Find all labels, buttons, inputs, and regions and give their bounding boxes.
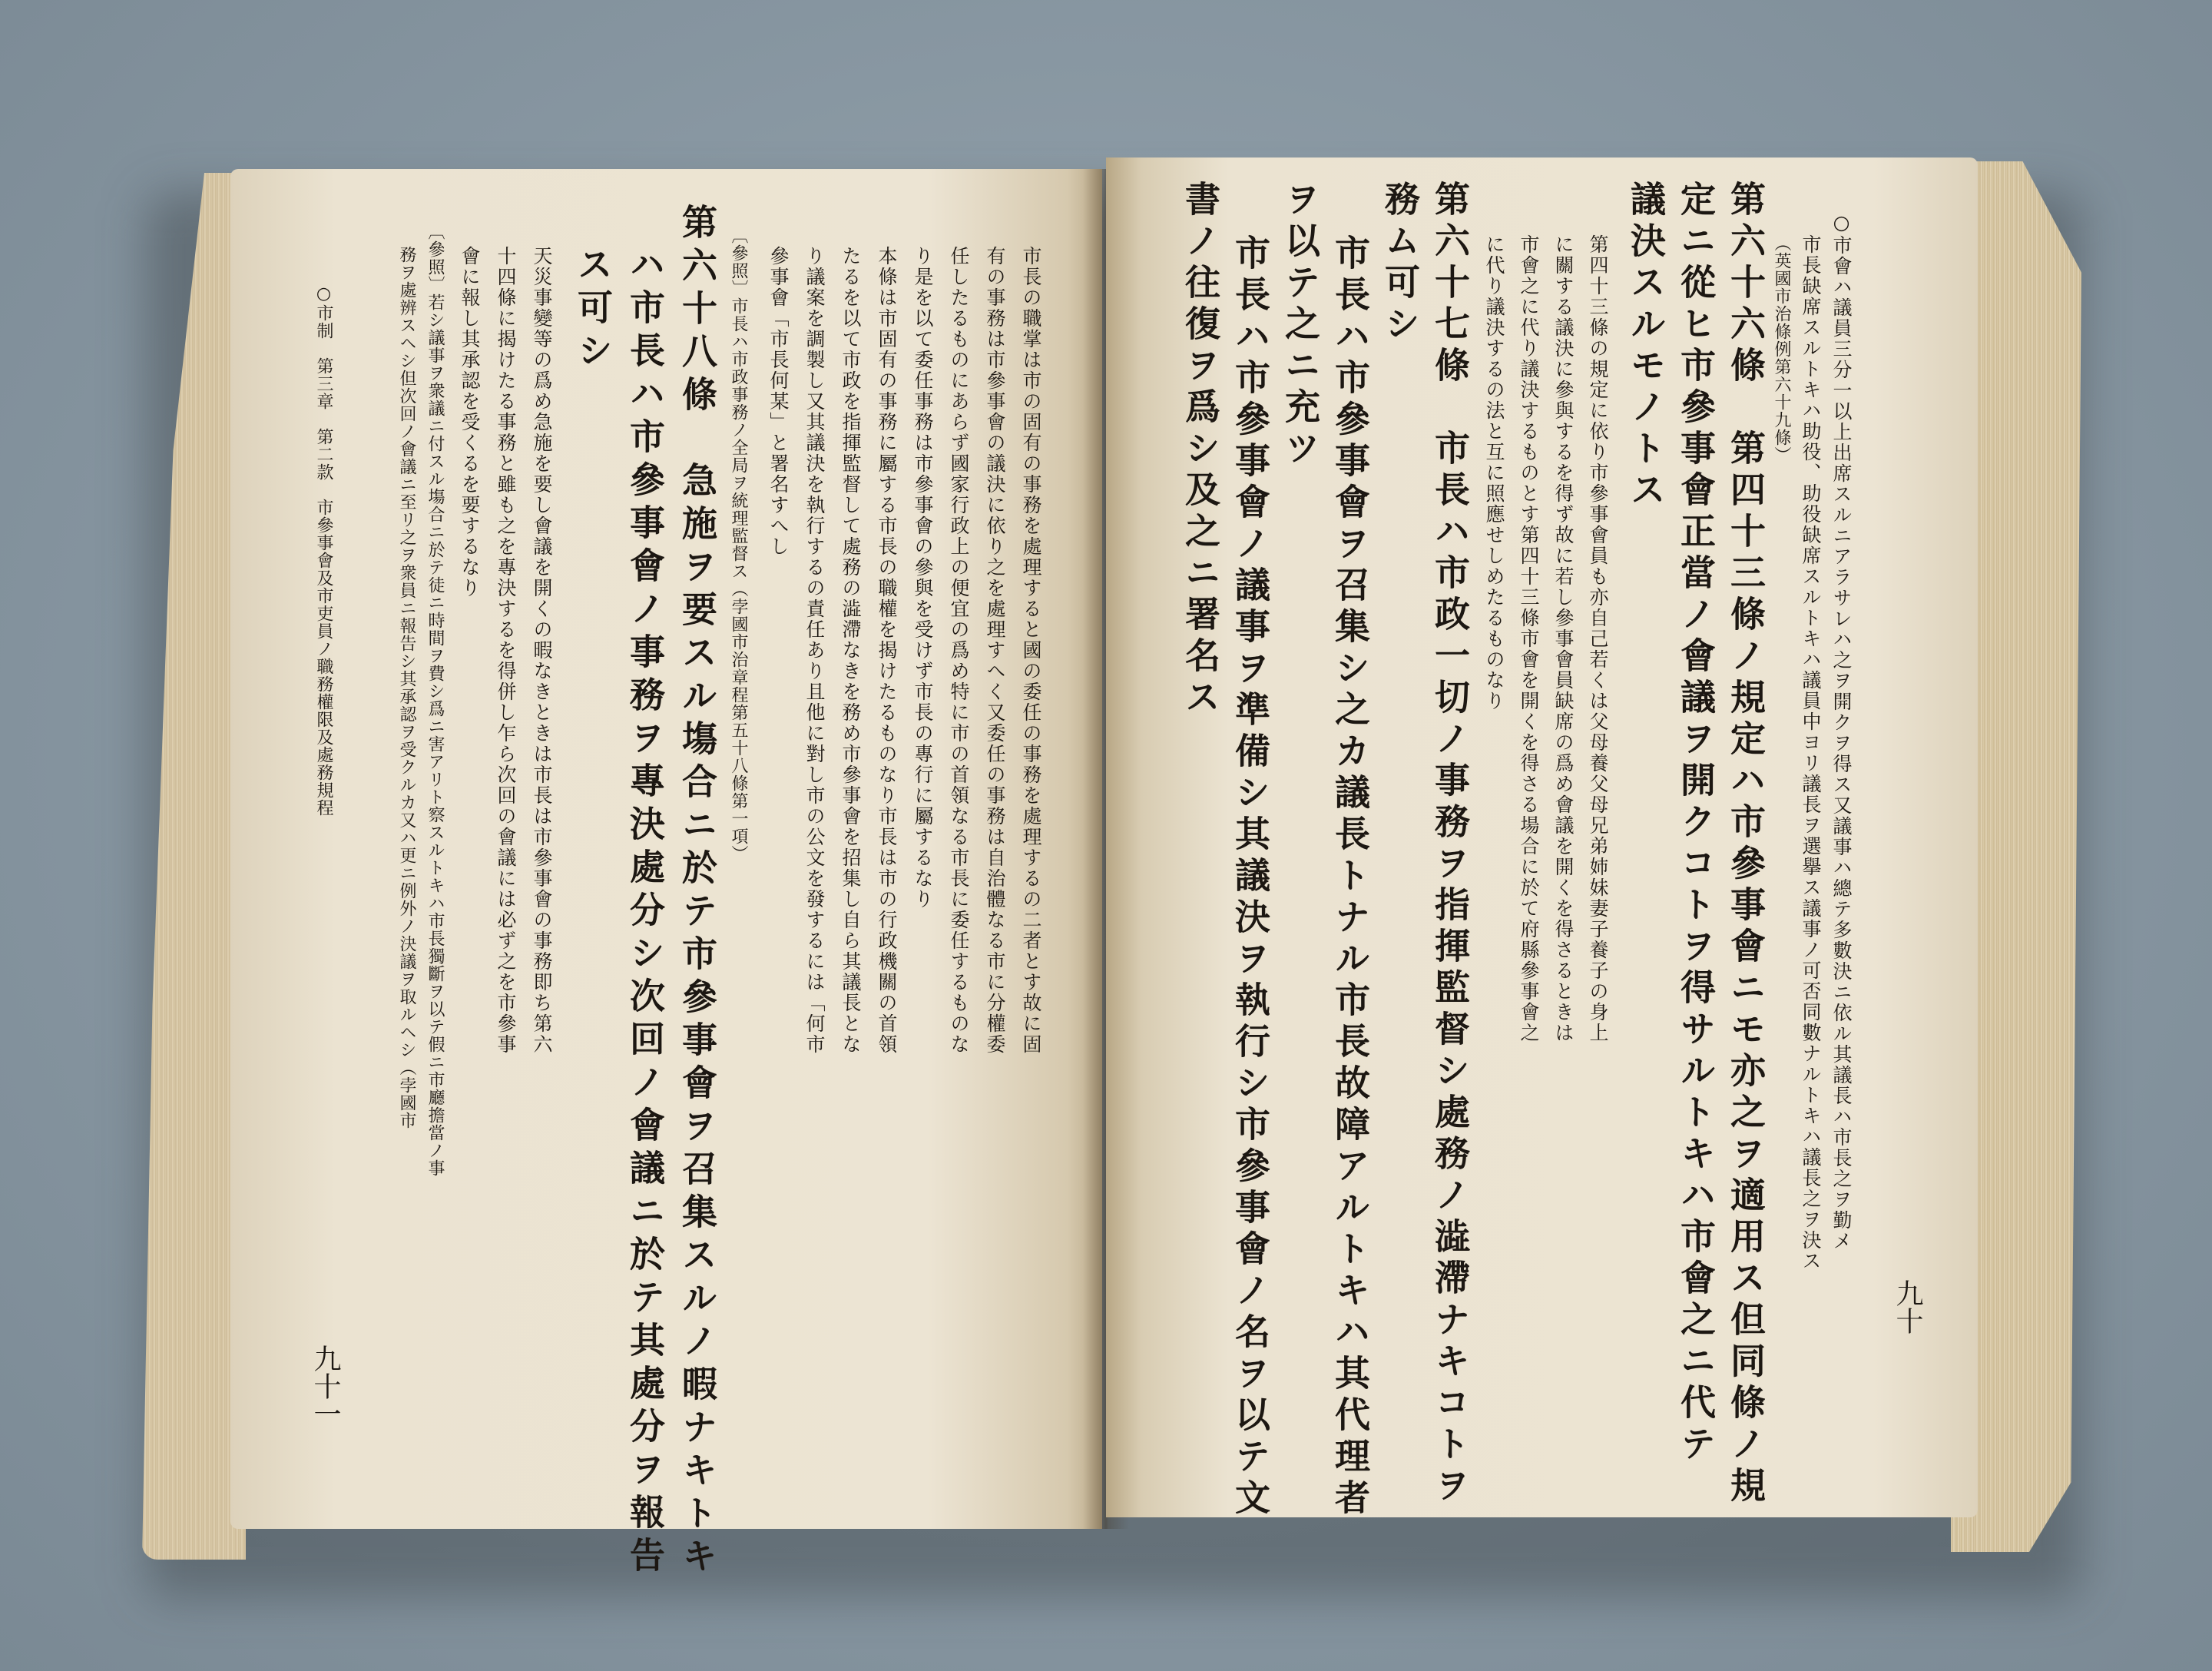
right-text-line: 市會之に代り議決するものとす第四十三條市會を開くを得さる場合に於て府縣參事會之 <box>1518 234 1540 1043</box>
running-footer: ○市制 第三章 第二款 市參事會及市吏員ノ職務權限及處務規程 <box>314 284 333 817</box>
left-text-line: 參事會「市長何某」と署名すへし <box>767 246 790 557</box>
left-text-line: たるを以て市政を指揮監督して處務の澁滯なきを務め市參事會を招集し自ら其議長とな <box>839 246 862 1055</box>
left-text-line: り議案を調製し又其議決を執行するの責任あり且他に對し市の公文を發するには「何市 <box>803 246 826 1055</box>
left-text-line: 本條は市固有の事務に屬する市長の職權を揭けたるものなり市長は市の行政機關の首領 <box>876 246 898 1055</box>
page-number-right: 九十 <box>1892 1279 1923 1334</box>
left-text-line: 會に報し其承認を受くるを要するなり <box>459 246 481 598</box>
article-67-line: 市長ハ市參事會ヲ召集シ之カ議長トナル市長故障アルトキハ其代理者 <box>1330 234 1371 1520</box>
left-text-line: 市長の職掌は市の固有の事務を處理すると國の委任の事務を處理するの二者とす故に固 <box>1020 246 1042 1055</box>
page-number-left: 九十一 <box>310 1344 341 1427</box>
left-text-line: 天災事變等の爲め急施を要し會議を開くの暇なきときは市長は市參事會の事務即ち第六 <box>531 246 553 1055</box>
article-67-heading: 第六十七條 市長ハ市政一切ノ事務ヲ指揮監督シ處務ノ澁滯ナキコトヲ <box>1429 181 1471 1508</box>
article-67-line: 務ム可シ <box>1379 181 1421 346</box>
right-text-line: に代り議決するの法と互に照應せしめたるものなり <box>1483 234 1505 711</box>
left-reference-note: 務ヲ處辨スヘシ但次回ノ會議ニ至リ之ヲ衆員ニ報告シ其承認ヲ受クルカ又ハ更ニ例外ノ決議ヲ取ルヘシ（孛國市 <box>397 246 416 1129</box>
right-text-line: 市長缺席スルトキハ助役、助役缺席スルトキハ議員中ヨリ議長ヲ選擧ス議事ノ可否同數ナルトキハ議長之ヲ決ス <box>1800 234 1822 1271</box>
article-67-line: 書ノ往復ヲ爲シ及之ニ署名ス <box>1180 181 1221 720</box>
article-68-line: ス可シ <box>572 246 614 375</box>
left-text-line: り是を以て委任事務は市參事會の參與を受けず市長の專行に屬するなり <box>912 246 934 910</box>
right-page <box>1106 157 1978 1520</box>
article-66-line: 定ニ從ヒ市參事會正當ノ會議ヲ開クコトヲ得サルトキハ市會之ニ代テ <box>1675 181 1717 1467</box>
left-text-line: 有の事務は市參事會の議決に依り之を處理すへく又委任の事務は自治體なる市に分權委 <box>984 246 1006 1055</box>
left-page <box>230 169 1102 1580</box>
article-67-line: 市長ハ市參事會ノ議事ヲ準備シ其議決ヲ執行シ市參事會ノ名ヲ以テ文 <box>1230 234 1271 1520</box>
article-68-heading: 第六十八條 急施ヲ要スル塲合ニ於テ市參事會ヲ召集スルノ暇ナキトキ <box>677 204 718 1580</box>
left-text-line: 十四條に揭けたる事務と雖も之を專決するを得併し乍ら次回の會議には必ず之を市參事 <box>495 246 517 1055</box>
article-67-line: ヲ以テ之ニ充ツ <box>1280 181 1321 471</box>
right-reference-note: （英國市治條例第六十九條） <box>1772 234 1791 464</box>
right-text-line: に關する議決に參與するを得ず故に若し參事會員缺席の爲め會議を開くを得さるときは <box>1552 234 1575 1043</box>
right-text-line: 第四十三條の規定に依り市參事會員も亦自己若くは父母養父母兄弟姉妹妻子養子の身上 <box>1587 234 1609 1043</box>
left-reference-note: 〔參照〕市長ハ市政事務ノ全局ヲ統理監督ス（孛國市治章程第五十八條第一項） <box>729 227 748 863</box>
right-text-line: ○市會ハ議員三分一以上出席スルニアラサレハ之ヲ開クヲ得ス又議事ハ總テ多數決ニ依ル其議長ハ市長之ヲ勤メ <box>1830 211 1853 1252</box>
article-66-line: 議決スルモノトス <box>1625 181 1667 512</box>
left-reference-note: 〔參照〕若シ議事ヲ衆議ニ付スル塲合ニ於テ徒ニ時間ヲ費シ爲ニ害アリト察スルトキハ市長獨斷ヲ以テ假ニ市廳擔當ノ事 <box>426 223 445 1177</box>
article-66-heading: 第六十六條 第四十三條ノ規定ハ市參事會ニモ亦之ヲ適用ス但同條ノ規 <box>1725 181 1767 1508</box>
left-text-line: 任したるものにあらず國家行政上の便宜の爲め特に市の首領なる市長に委任するものな <box>948 246 970 1055</box>
article-68-line: ハ市長ハ市參事會ノ事務ヲ專決處分シ次回ノ會議ニ於テ其處分ヲ報告 <box>624 246 666 1580</box>
